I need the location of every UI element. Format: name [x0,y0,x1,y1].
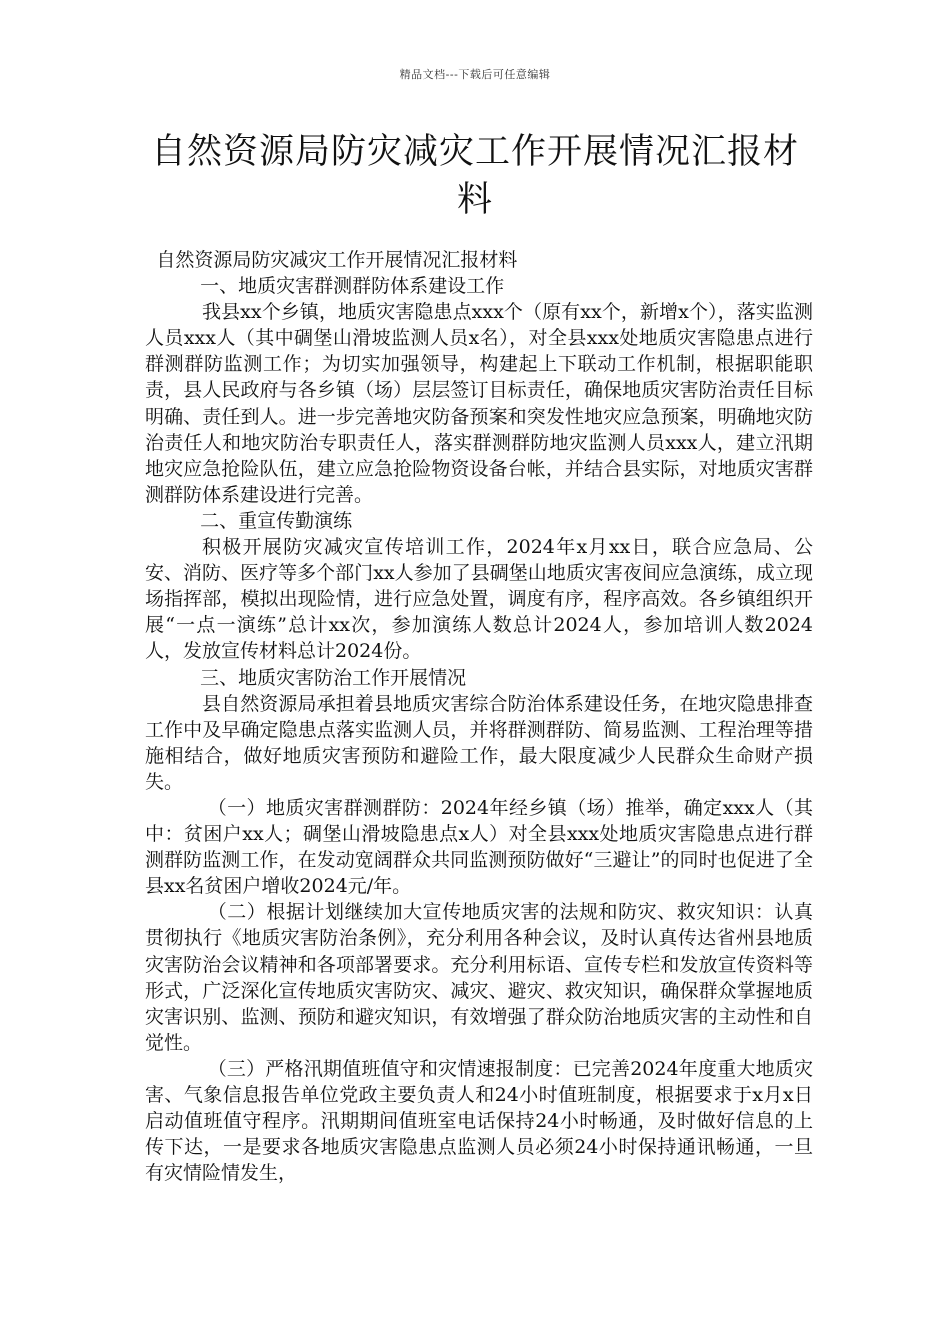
section-heading-2: 二、重宣传勤演练 [200,509,353,532]
paragraph-1: 我县xx个乡镇，地质灾害隐患点xxx个（原有xx个，新增x个），落实监测人员xxx人（其中碉堡山滑坡监测人员x名），对全县xxx处地质灾害隐患点进行群测群防监测工作；为切实加强领导，构建起上下联动工作机制，根据职能职责，县人民政府与各乡镇（场）层层签订目标责任，确保地质灾害防治责任目标明确、责任到人。进一步完善地灾防备预案和突发性地灾应急预案，明确地灾防治责任人和地灾防治专职责任人，落实群测群防地灾监测人员xxx人，建立汛期地灾应急抢险队伍，建立应急抢险物资设备台帐，并结合县实际，对地质灾害群测群防体系建设进行完善。 [145,301,813,506]
header-note: 精品文档---下载后可任意编辑 [399,68,551,81]
paragraph-3: 县自然资源局承担着县地质灾害综合防治体系建设任务，在地灾隐患排查工作中及早确定隐患点落实监测人员，并将群测群防、简易监测、工程治理等措施相结合，做好地质灾害预防和避险工作，最大限度减少人民群众生命财产损失。 [145,692,813,793]
subsection-paragraph-2: （二）根据计划继续加大宣传地质灾害的法规和防灾、救灾知识：认真贯彻执行《地质灾害防治条例》，充分利用各种会议，及时认真传达省州县地质灾害防治会议精神和各项部署要求。充分利用标语、宣传专栏和发放宣传资料等形式，广泛深化宣传地质灾害防灾、减灾、避灾、救灾知识，确保群众掌握地质灾害识别、监测、预防和避灾知识，有效增强了群众防治地质灾害的主动性和自觉性。 [145,901,813,1054]
section-heading-1: 一、地质灾害群测群防体系建设工作 [200,275,505,298]
subsection-paragraph-1: （一）地质灾害群测群防：2024年经乡镇（场）推举，确定xxx人（其中：贫困户xx人；碉堡山滑坡隐患点x人）对全县xxx处地质灾害隐患点进行群测群防监测工作，在发动宽阔群众共同监测预防做好“三避让”的同时也促进了全县xx名贫困户增收2024元/年。 [145,796,813,898]
paragraph-2: 积极开展防灾减灾宣传培训工作，2024年x月xx日，联合应急局、公安、消防、医疗等多个部门xx人参加了县碉堡山地质灾害夜间应急演练，成立现场指挥部，模拟出现险情，进行应急处置，调度有序，程序高效。各乡镇组织开展“一点一演练”总计xx次，参加演练人数总计2024人，参加培训人数2024人，发放宣传材料总计2024份。 [145,536,813,663]
document-title: 自然资源局防灾减灾工作开展情况汇报材料 [150,132,799,220]
document-body [145,247,813,1186]
document-subtitle: 自然资源局防灾减灾工作开展情况汇报材料 [156,249,518,271]
subsection-paragraph-3: （三）严格汛期值班值守和灾情速报制度：已完善2024年度重大地质灾害、气象信息报告单位党政主要负责人和24小时值班制度，根据要求于x月x日启动值班值守程序。汛期期间值班室电话保持24小时畅通，及时做好信息的上传下达，一是要求各地质灾害隐患点监测人员必须24小时保持通讯畅通，一旦有灾情险情发生， [145,1057,813,1185]
section-heading-3: 三、地质灾害防治工作开展情况 [200,666,467,689]
